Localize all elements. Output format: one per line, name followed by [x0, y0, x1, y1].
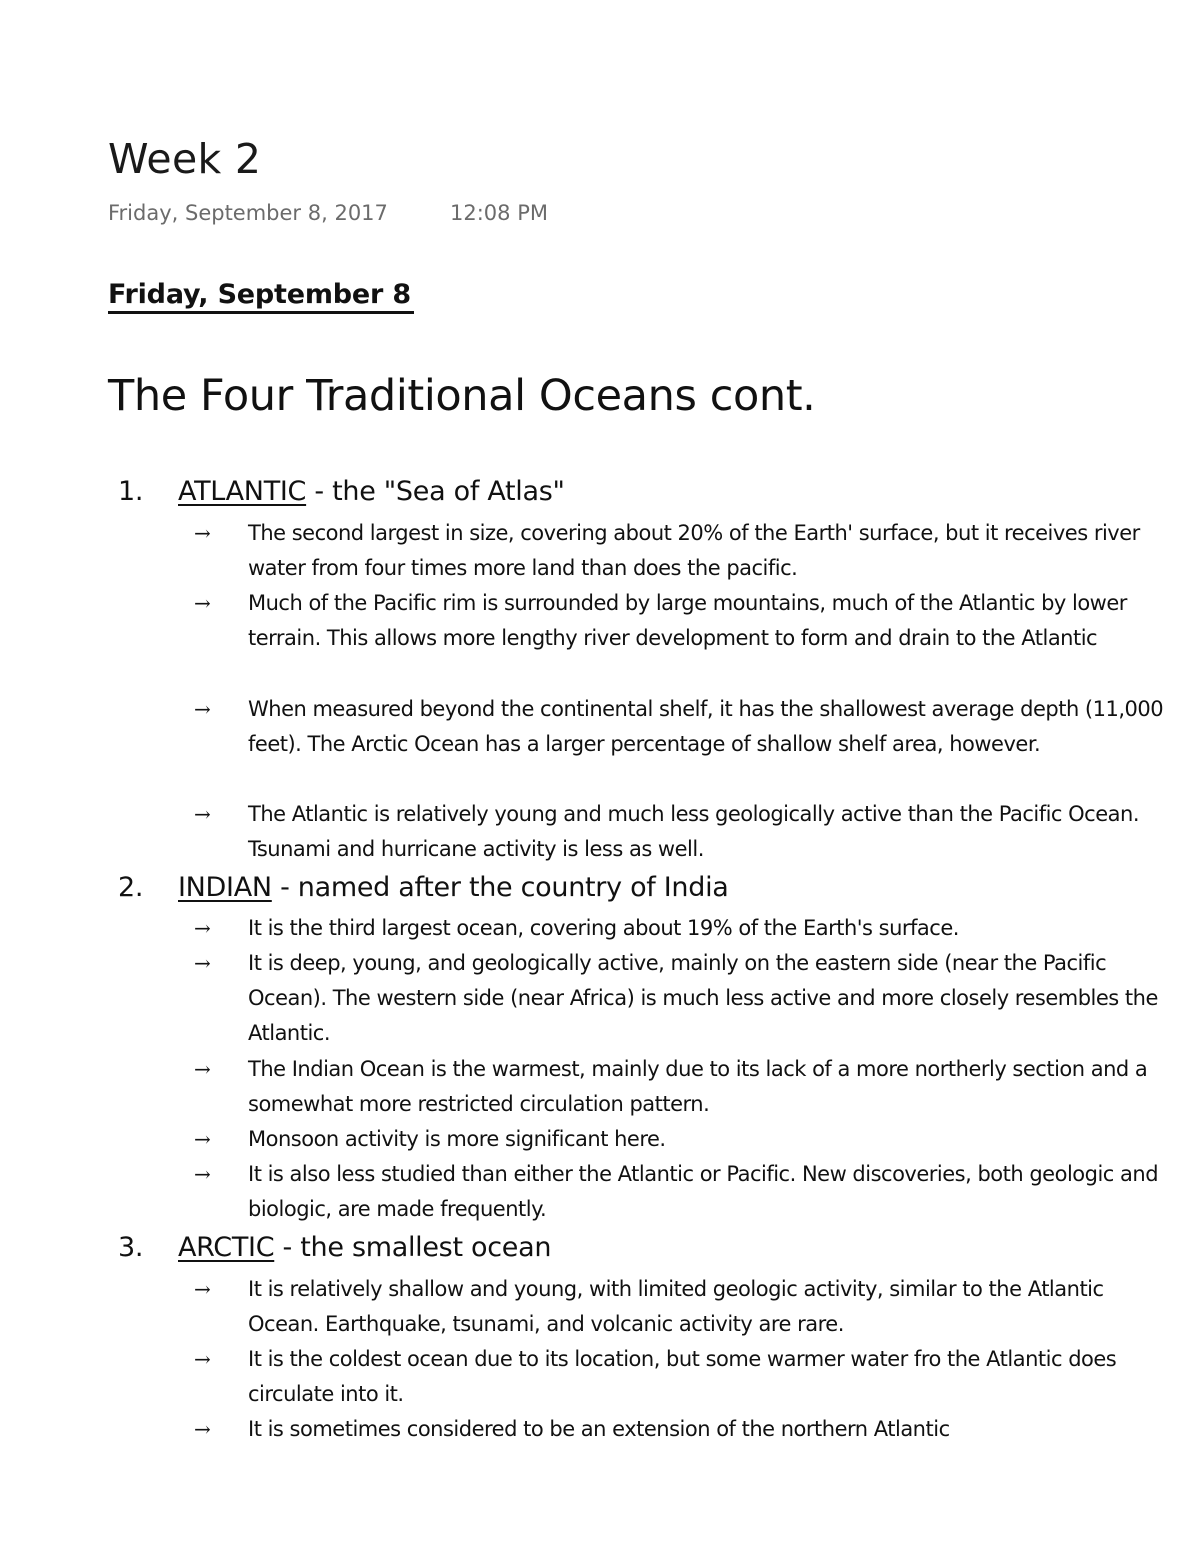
ocean-description: - the smallest ocean [274, 1232, 552, 1263]
list-number: 2. [118, 872, 144, 903]
bullet-text: It is the third largest ocean, covering about 19% of the Earth's surface. [248, 916, 959, 940]
main-title: The Four Traditional Oceans cont. [108, 371, 816, 421]
arrow-icon: → [194, 1162, 211, 1186]
arrow-icon: → [194, 521, 211, 545]
bullet-text: The second largest in size, covering about 20% of the Earth' surface, but it receives river water from four times more land than does the pacific. [248, 521, 1140, 581]
bullet-text: It is relatively shallow and young, with limited geologic activity, similar to the Atlantic Ocean. Earthquake, tsunami, and volcanic activity are rare. [248, 1277, 1104, 1337]
bullet-text: It is also less studied than either the Atlantic or Pacific. New discoveries, both geologic and biologic, are made frequently. [248, 1162, 1159, 1222]
bullet-text: Monsoon activity is more significant here. [248, 1127, 666, 1151]
ocean-description: - named after the country of India [271, 872, 729, 903]
ocean-name: INDIAN [178, 872, 272, 903]
arrow-icon: → [194, 1417, 211, 1441]
list-number: 1. [118, 476, 144, 507]
list-number: 3. [118, 1232, 144, 1263]
arrow-icon: → [194, 916, 211, 940]
arrow-icon: → [194, 1347, 211, 1371]
section-heading-underline [108, 311, 414, 314]
list-item-atlantic [118, 474, 565, 510]
ocean-description: - the "Sea of Atlas" [306, 476, 565, 507]
arrow-icon: → [194, 951, 211, 975]
bullet-text: It is sometimes considered to be an extension of the northern Atlantic [248, 1417, 950, 1441]
bullet-text: Much of the Pacific rim is surrounded by large mountains, much of the Atlantic by lower terrain. This allows more lengthy river development to form and drain to the Atlantic [248, 591, 1127, 651]
bullet-text: It is the coldest ocean due to its location, but some warmer water fro the Atlantic does circulate into it. [248, 1347, 1117, 1407]
page-title: Week 2 [108, 135, 262, 183]
page-time: 12:08 PM [450, 201, 548, 225]
page-date: Friday, September 8, 2017 [108, 201, 388, 225]
arrow-icon: → [194, 1277, 211, 1301]
arrow-icon: → [194, 591, 211, 615]
bullet-text: The Atlantic is relatively young and much less geologically active than the Pacific Ocean. Tsunami and hurricane activity is less as well. [248, 802, 1139, 862]
arrow-icon: → [194, 802, 211, 826]
bullet-text: It is deep, young, and geologically active, mainly on the eastern side (near the Pacific Ocean). The western side (near Africa) is much less active and more closely resembles the Atlantic. [248, 951, 1158, 1046]
bullet-text: The Indian Ocean is the warmest, mainly due to its lack of a more northerly section and a somewhat more restricted circulation pattern. [248, 1057, 1148, 1117]
list-item-arctic [118, 1230, 551, 1266]
ocean-name: ARCTIC [178, 1232, 275, 1263]
arrow-icon: → [194, 1127, 211, 1151]
bullet-text: When measured beyond the continental shelf, it has the shallowest average depth (11,000 feet). The Arctic Ocean has a larger percentage of shallow shelf area, however. [248, 697, 1164, 757]
list-item-indian [118, 870, 729, 906]
arrow-icon: → [194, 1057, 211, 1081]
section-heading: Friday, September 8 [108, 279, 411, 310]
arrow-icon: → [194, 697, 211, 721]
ocean-name: ATLANTIC [178, 476, 307, 507]
